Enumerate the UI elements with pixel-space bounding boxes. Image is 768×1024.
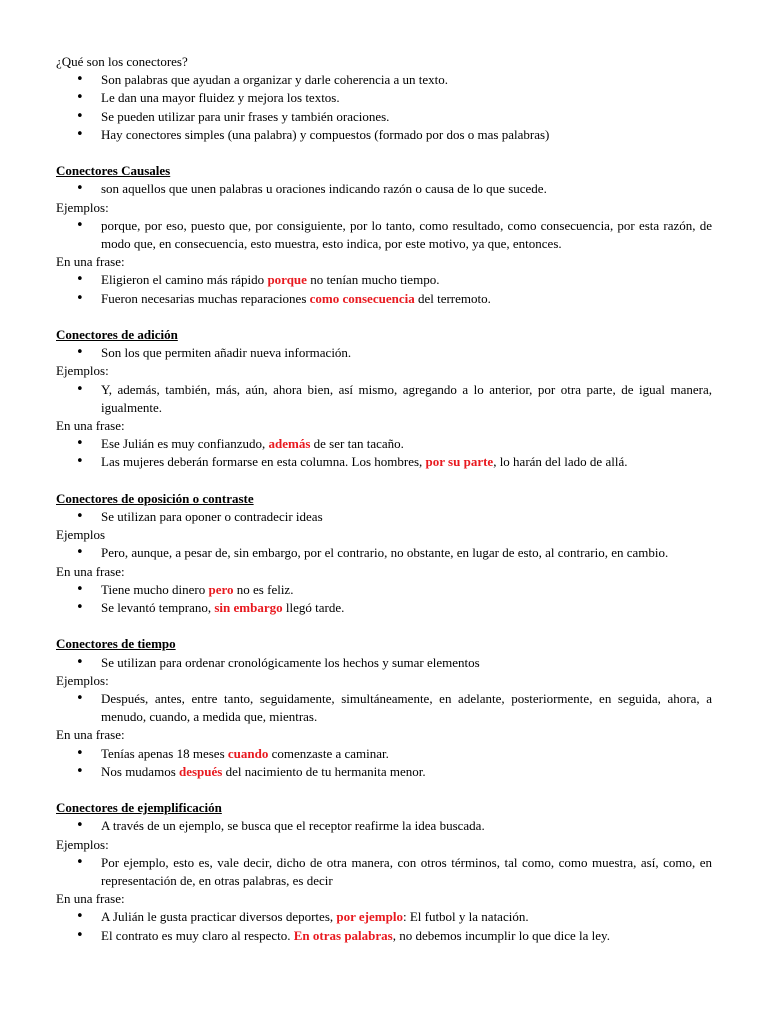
connector-highlight: pero: [208, 581, 234, 597]
intro-list: [56, 71, 712, 144]
connector-highlight: por ejemplo: [336, 909, 403, 925]
sentence-label: En una frase:: [56, 563, 125, 579]
intro-bullet: • Son palabras que ayudan a organizar y darle coherencia a un texto.: [56, 71, 712, 89]
examples-label: Ejemplos:: [56, 836, 109, 852]
sentence-label: En una frase:: [56, 891, 125, 907]
examples-list: • Y, además, también, más, aún, ahora bien, así mismo, agregando a lo anterior, por otra parte, de igual manera, igualmente.: [56, 381, 712, 417]
connector-highlight: En otras palabras: [293, 927, 393, 943]
examples-list: • Por ejemplo, esto es, vale decir, dicho de otra manera, con otros términos, tal como, como muestra, así, como, en representación de, en otras palabras, es decir: [56, 854, 712, 890]
intro-bullet: • Le dan una mayor fluidez y mejora los textos.: [56, 89, 712, 107]
examples-list: • Pero, aunque, a pesar de, sin embargo, por el contrario, no obstante, en lugar de esto, al contrario, en cambio.: [56, 544, 712, 562]
example-sentence: • Fueron necesarias muchas reparaciones como consecuencia del terremoto.: [56, 290, 712, 308]
connector-highlight: porque: [267, 272, 307, 288]
section-description: • Son los que permiten añadir nueva información.: [56, 344, 712, 362]
example-sentence: • Ese Julián es muy confianzudo, además de ser tan tacaño.: [56, 435, 712, 453]
connector-highlight: cuando: [227, 745, 269, 761]
connector-highlight: sin embargo: [214, 600, 283, 616]
section-description: • son aquellos que unen palabras u oraciones indicando razón o causa de lo que sucede.: [56, 180, 712, 198]
connector-highlight: después: [179, 763, 223, 779]
section-description: • Se utilizan para ordenar cronológicamente los hechos y sumar elementos: [56, 654, 712, 672]
section-title-causales: Conectores Causales: [56, 163, 171, 179]
examples-label: Ejemplos: [56, 527, 106, 543]
examples-list: • Después, antes, entre tanto, seguidamente, simultáneamente, en adelante, posteriormente, en seguida, ahora, a menudo, cuando, a medida que, mientras.: [56, 690, 712, 726]
example-sentence: • Se levantó temprano, sin embargo llegó tarde.: [56, 599, 712, 617]
intro-bullet: • Se pueden utilizar para unir frases y también oraciones.: [56, 108, 712, 126]
example-sentence: • Tiene mucho dinero pero no es feliz.: [56, 581, 712, 599]
section-title-tiempo: Conectores de tiempo: [56, 636, 176, 652]
examples-label: Ejemplos:: [56, 672, 109, 688]
section-description: • Se utilizan para oponer o contradecir ideas: [56, 508, 712, 526]
section-title-oposicion: Conectores de oposición o contraste: [56, 490, 254, 506]
examples-list: • porque, por eso, puesto que, por consiguiente, por lo tanto, como resultado, como consecuencia, por esta razón, de modo que, en consecuencia, esto muestra, esto indica, por este motivo, ya que, entonces.: [56, 217, 712, 253]
connector-highlight: como consecuencia: [309, 290, 415, 306]
sentence-label: En una frase:: [56, 418, 125, 434]
example-sentence: • El contrato es muy claro al respecto. En otras palabras, no debemos incumplir lo que dice la ley.: [56, 927, 712, 945]
connector-highlight: por su parte: [425, 454, 494, 470]
example-sentence: • A Julián le gusta practicar diversos deportes, por ejemplo: El futbol y la natación.: [56, 908, 712, 926]
section-title-adicion: Conectores de adición: [56, 327, 178, 343]
example-sentence: • Las mujeres deberán formarse en esta columna. Los hombres, por su parte, lo harán del lado de allá.: [56, 453, 712, 471]
example-sentence: • Tenías apenas 18 meses cuando comenzaste a caminar.: [56, 745, 712, 763]
section-description: • A través de un ejemplo, se busca que el receptor reafirme la idea buscada.: [56, 817, 712, 835]
intro-bullet: • Hay conectores simples (una palabra) y compuestos (formado por dos o mas palabras): [56, 126, 712, 144]
examples-label: Ejemplos:: [56, 199, 109, 215]
example-sentence: • Nos mudamos después del nacimiento de tu hermanita menor.: [56, 763, 712, 781]
sentence-label: En una frase:: [56, 254, 125, 270]
connector-highlight: además: [268, 436, 311, 452]
examples-label: Ejemplos:: [56, 363, 109, 379]
intro-question: ¿Qué son los conectores?: [56, 54, 188, 69]
example-sentence: • Eligieron el camino más rápido porque no tenían mucho tiempo.: [56, 271, 712, 289]
section-title-ejemplificacion: Conectores de ejemplificación: [56, 800, 222, 816]
sentence-label: En una frase:: [56, 727, 125, 743]
